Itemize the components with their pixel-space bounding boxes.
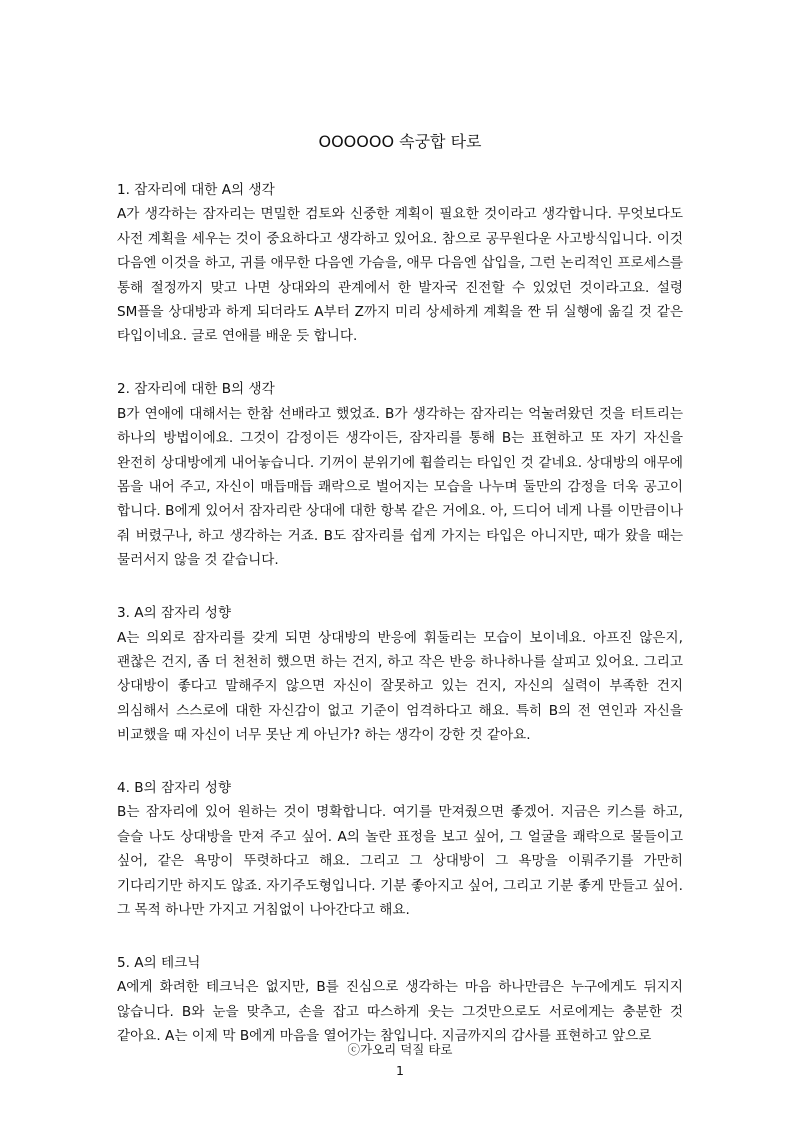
section-body: A에게 화려한 테크닉은 없지만, B를 진심으로 생각하는 마음 하나만큼은 누구에게도 뒤지지 않습니다. B와 눈을 맞추고, 손을 잡고 따스하게 웃는 그것만으로도 서로에게는 충분한 것 같아요. A는 이제 막 B에게 마음을 열어가는 참입니다. 지금까지의 감사를 표현하고 앞으로: [117, 979, 683, 1045]
document-title: OOOOOO 속궁합 타로: [318, 132, 482, 151]
document-page: [117, 0, 683, 1132]
section-heading: 2. 잠자리에 대한 B의 생각: [117, 381, 275, 398]
section-body: A가 생각하는 잠자리는 면밀한 검토와 신중한 계획이 필요한 것이라고 생각합니다. 무엇보다도 사전 계획을 세우는 것이 중요하다고 생각하고 있어요. 참으로 공무원다운 사고방식입니다. 이것 다음엔 이것을 하고, 귀를 애무한 다음엔 가슴을, 애무 다음엔 삽입을, 그런 논리적인 프로세스를 통해 절정까지 맞고 나면 상대와의 관계에서 한 발자국 진전할 수 있었던 것이라고요. 설령 SM플을 상대방과 하게 되더라도 A부터 Z까지 미리 상세하게 계획을 짠 뒤 실행에 옮길 것 같은 타입이네요. 글로 연애를 배운 듯 합니다.: [117, 206, 683, 345]
document-sections: [117, 178, 683, 1077]
section-a-tendency: [117, 601, 683, 747]
section-heading: 3. A의 잠자리 성향: [117, 605, 232, 622]
section-b-tendency: [117, 776, 683, 922]
section-b-thoughts: [117, 377, 683, 572]
section-a-technique: [117, 951, 683, 1049]
section-heading: 1. 잠자리에 대한 A의 생각: [117, 182, 275, 198]
section-a-thoughts: [117, 178, 683, 349]
page-number: 1: [396, 1063, 404, 1078]
footer-copyright: ⓒ가오리 덕질 타로: [347, 1042, 453, 1057]
section-body: A는 의외로 잠자리를 갖게 되면 상대방의 반응에 휘둘리는 모습이 보이네요. 아프진 않은지, 괜찮은 건지, 좀 더 천천히 했으면 하는 건지, 하고 작은 반응 하나하나를 살피고 있어요. 그리고 상대방이 좋다고 말해주지 않으면 자신이 잘못하고 있는 건지, 자신의 실력이 부족한 건지 의심해서 스스로에 대한 자신감이 없고 기준이 엄격하다고 해요. 특히 B의 전 연인과 자신을 비교했을 때 자신이 너무 못난 게 아닌가? 하는 생각이 강한 것 같아요.: [117, 629, 683, 744]
section-body: B는 잠자리에 있어 원하는 것이 명확합니다. 여기를 만져줬으면 좋겠어. 지금은 키스를 하고, 슬슬 나도 상대방을 만져 주고 싶어. A의 놀란 표정을 보고 싶어, 그 얼굴을 쾌락으로 물들이고 싶어, 같은 욕망이 뚜렷하다고 해요. 그리고 그 상대방이 그 욕망을 이뤄주기를 가만히 기다리기만 하지도 않죠. 자기주도형입니다. 기분 좋아지고 싶어, 그리고 기분 좋게 만들고 싶어. 그 목적 하나만 가지고 거침없이 나아간다고 해요.: [117, 804, 683, 919]
section-heading: 4. B의 잠자리 성향: [117, 780, 232, 797]
section-heading: 5. A의 테크닉: [117, 954, 201, 971]
section-body: B가 연애에 대해서는 한참 선배라고 했었죠. B가 생각하는 잠자리는 억눌려왔던 것을 터트리는 하나의 방법이에요. 그것이 감정이든 생각이든, 잠자리를 통해 B는 표현하고 또 자기 자신을 완전히 상대방에게 내어놓습니다. 기꺼이 분위기에 휩쓸리는 타입인 것 같네요. 상대방의 애무에 몸을 내어 주고, 자신이 매듭매듭 쾌락으로 벌어지는 모습을 나누며 둘만의 감정을 더욱 공고이 합니다. B에게 있어서 잠자리란 상대에 대한 항복 같은 거에요. 아, 드디어 네게 나를 이만큼이나 줘 버렸구나, 하고 생각하는 거죠. B도 잠자리를 쉽게 가지는 타입은 아니지만, 때가 왔을 때는 물러서지 않을 것 같습니다.: [117, 405, 683, 569]
